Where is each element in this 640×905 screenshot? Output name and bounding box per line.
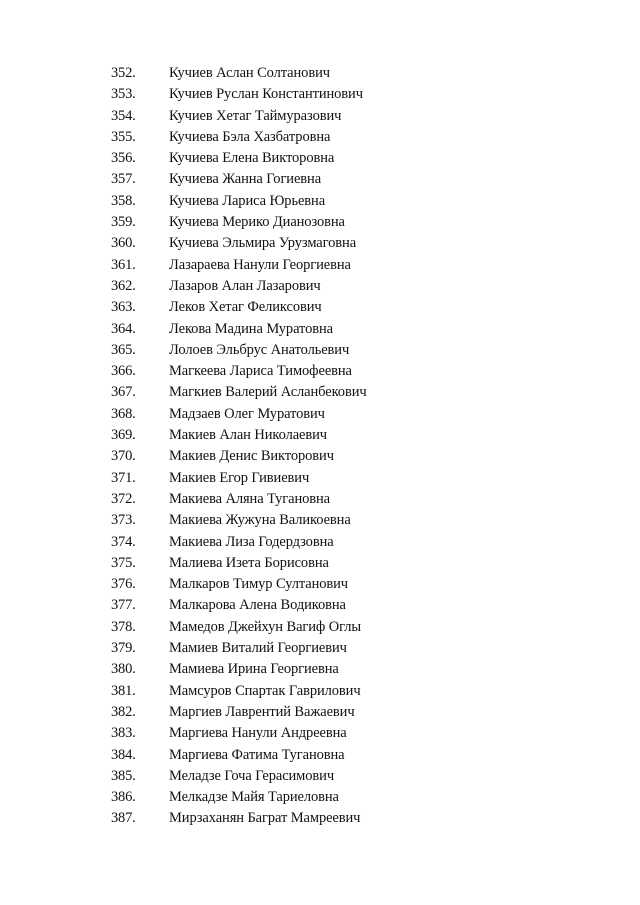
item-number: 367. [111,384,136,401]
list-item [0,787,640,808]
person-name: Кучиева Бэла Хазбатровна [169,128,331,145]
item-number: 368. [111,405,136,422]
person-name: Кучиев Хетаг Таймуразович [169,107,342,124]
person-name: Магкиев Валерий Асланбекович [169,384,367,401]
item-number: 366. [111,363,136,380]
item-number: 372. [111,490,136,507]
list-item [0,425,640,446]
list-item [0,255,640,276]
item-number: 379. [111,640,136,657]
person-name: Кучиев Аслан Солтанович [169,65,330,81]
item-number: 373. [111,512,136,529]
item-number: 359. [111,214,136,231]
item-number: 356. [111,150,136,167]
person-name: Макиева Аляна Тугановна [169,490,331,507]
list-item [0,191,640,212]
list-item [0,127,640,148]
list-item [0,595,640,616]
item-number: 383. [111,725,136,742]
person-name: Мелкадзе Майя Тариеловна [169,789,339,806]
person-name: Мамсуров Спартак Гаврилович [169,682,361,699]
list-item [0,468,640,489]
list-item [0,489,640,510]
person-name: Маргиев Лаврентий Важаевич [169,703,355,720]
list-item [0,808,640,829]
list-item [0,84,640,105]
person-name: Мадзаев Олег Муратович [169,405,325,422]
item-number: 365. [111,341,136,358]
item-number: 362. [111,277,136,294]
person-name: Макиев Алан Николаевич [169,427,327,444]
list-item [0,233,640,254]
person-name: Кучиева Жанна Гогиевна [169,171,322,188]
item-number: 386. [111,789,136,806]
person-name: Лолоев Эльбрус Анатольевич [169,341,350,358]
list-item [0,382,640,403]
list-item [0,63,640,84]
list-item [0,532,640,553]
list-item [0,106,640,127]
person-name: Кучиева Эльмира Урузмаговна [169,235,357,252]
person-name: Лекова Мадина Муратовна [169,320,333,337]
item-number: 378. [111,618,136,635]
list-item [0,404,640,425]
person-name: Лазараева Нанули Георгиевна [169,256,351,273]
person-name: Малкарова Алена Водиковна [169,597,346,614]
person-name: Маргиева Фатима Тугановна [169,746,345,763]
list-item [0,340,640,361]
item-number: 358. [111,192,136,209]
person-name: Меладзе Гоча Герасимович [169,767,335,784]
item-number: 384. [111,746,136,763]
item-number: 377. [111,597,136,614]
person-name: Кучиев Руслан Константинович [169,86,363,103]
list-item [0,319,640,340]
item-number: 381. [111,682,136,699]
item-number: 355. [111,128,136,145]
list-item [0,446,640,467]
item-number: 360. [111,235,136,252]
item-number: 382. [111,703,136,720]
person-name: Макиева Лиза Годердзовна [169,533,334,550]
list-item [0,681,640,702]
person-name: Магкеева Лариса Тимофеевна [169,363,352,380]
list-item [0,361,640,382]
item-number: 380. [111,661,136,678]
list-item [0,745,640,766]
list-item [0,510,640,531]
item-number: 387. [111,810,136,827]
item-number: 363. [111,299,136,316]
item-number: 375. [111,554,136,571]
item-number: 364. [111,320,136,337]
person-name: Маргиева Нанули Андреевна [169,725,347,742]
person-name: Макиева Жужуна Валикоевна [169,512,351,529]
item-number: 370. [111,448,136,465]
item-number: 354. [111,107,136,124]
person-name: Кучиева Мерико Дианозовна [169,214,345,231]
item-number: 371. [111,469,136,486]
person-name: Макиев Денис Викторович [169,448,334,465]
person-name: Малкаров Тимур Султанович [169,576,348,593]
item-number: 357. [111,171,136,188]
list-item [0,659,640,680]
list-item [0,297,640,318]
list-item [0,574,640,595]
list-item [0,638,640,659]
list-item [0,553,640,574]
list-item [0,766,640,787]
list-item [0,702,640,723]
person-name: Макиев Егор Гивиевич [169,469,310,486]
person-name: Леков Хетаг Феликсович [169,299,322,316]
item-number: 352. [111,65,136,81]
person-name: Мамедов Джейхун Вагиф Оглы [169,618,361,635]
item-number: 361. [111,256,136,273]
person-name: Малиева Изета Борисовна [169,554,329,571]
item-number: 376. [111,576,136,593]
person-name: Кучиева Елена Викторовна [169,150,335,167]
list-item [0,617,640,638]
person-name: Лазаров Алан Лазарович [169,277,321,294]
item-number: 353. [111,86,136,103]
item-number: 374. [111,533,136,550]
name-list [0,63,640,830]
person-name: Мирзаханян Баграт Мамреевич [169,810,361,827]
item-number: 385. [111,767,136,784]
list-item [0,723,640,744]
person-name: Мамиева Ирина Георгиевна [169,661,339,678]
list-item [0,169,640,190]
person-name: Кучиева Лариса Юрьевна [169,192,326,209]
item-number: 369. [111,427,136,444]
person-name: Мамиев Виталий Георгиевич [169,640,347,657]
list-item [0,212,640,233]
list-item [0,276,640,297]
list-item [0,148,640,169]
